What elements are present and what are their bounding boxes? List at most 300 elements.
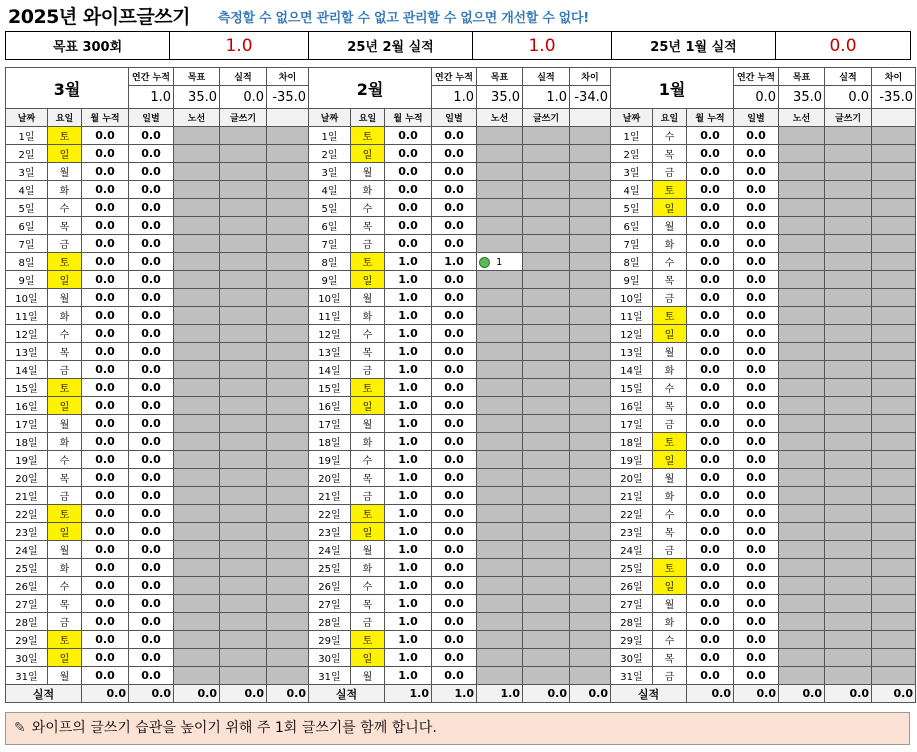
day-daily[interactable]: 0.0 — [734, 487, 779, 505]
route-cell[interactable] — [477, 271, 523, 289]
day-daily[interactable]: 0.0 — [432, 523, 477, 541]
extra-cell[interactable] — [570, 361, 611, 379]
writing-cell[interactable] — [825, 451, 872, 469]
extra-cell[interactable] — [570, 307, 611, 325]
day-daily[interactable]: 0.0 — [432, 415, 477, 433]
writing-cell[interactable] — [825, 343, 872, 361]
extra-cell[interactable] — [570, 595, 611, 613]
day-daily[interactable]: 0.0 — [129, 631, 174, 649]
route-cell[interactable] — [779, 451, 825, 469]
annual-value[interactable]: 1.0 — [129, 86, 174, 109]
day-daily[interactable]: 0.0 — [432, 487, 477, 505]
writing-cell[interactable] — [825, 505, 872, 523]
route-cell[interactable] — [779, 343, 825, 361]
day-daily[interactable]: 0.0 — [129, 127, 174, 145]
day-daily[interactable]: 0.0 — [734, 469, 779, 487]
route-cell[interactable] — [477, 505, 523, 523]
writing-cell[interactable] — [523, 307, 570, 325]
extra-cell[interactable] — [872, 487, 916, 505]
extra-cell[interactable] — [570, 325, 611, 343]
route-cell[interactable] — [477, 595, 523, 613]
extra-cell[interactable] — [570, 613, 611, 631]
extra-cell[interactable] — [267, 271, 309, 289]
writing-cell[interactable] — [523, 523, 570, 541]
day-daily[interactable]: 0.0 — [432, 127, 477, 145]
day-daily[interactable]: 0.0 — [734, 361, 779, 379]
extra-cell[interactable] — [872, 451, 916, 469]
extra-cell[interactable] — [872, 235, 916, 253]
extra-cell[interactable] — [267, 379, 309, 397]
actual-value[interactable]: 0.0 — [825, 86, 872, 109]
route-cell[interactable] — [477, 541, 523, 559]
route-cell[interactable] — [779, 199, 825, 217]
writing-cell[interactable] — [523, 595, 570, 613]
route-cell[interactable] — [477, 163, 523, 181]
target-value[interactable]: 35.0 — [779, 86, 825, 109]
writing-cell[interactable] — [825, 127, 872, 145]
route-cell[interactable] — [779, 667, 825, 685]
writing-cell[interactable] — [220, 415, 267, 433]
target-value[interactable]: 35.0 — [174, 86, 220, 109]
route-cell[interactable] — [477, 181, 523, 199]
extra-cell[interactable] — [570, 217, 611, 235]
extra-cell[interactable] — [872, 361, 916, 379]
writing-cell[interactable] — [220, 487, 267, 505]
writing-cell[interactable] — [220, 649, 267, 667]
writing-cell[interactable] — [825, 415, 872, 433]
target-value[interactable]: 35.0 — [477, 86, 523, 109]
extra-cell[interactable] — [570, 271, 611, 289]
writing-cell[interactable] — [825, 307, 872, 325]
route-cell[interactable] — [779, 433, 825, 451]
day-daily[interactable]: 0.0 — [432, 199, 477, 217]
route-cell[interactable] — [174, 127, 220, 145]
day-daily[interactable]: 0.0 — [129, 253, 174, 271]
extra-cell[interactable] — [570, 667, 611, 685]
writing-cell[interactable] — [825, 541, 872, 559]
extra-cell[interactable] — [267, 523, 309, 541]
day-daily[interactable]: 0.0 — [734, 217, 779, 235]
extra-cell[interactable] — [872, 199, 916, 217]
extra-cell[interactable] — [570, 397, 611, 415]
route-cell[interactable] — [174, 217, 220, 235]
writing-cell[interactable] — [523, 235, 570, 253]
day-daily[interactable]: 0.0 — [734, 289, 779, 307]
route-cell[interactable] — [477, 325, 523, 343]
day-daily[interactable]: 0.0 — [432, 559, 477, 577]
extra-cell[interactable] — [872, 325, 916, 343]
extra-cell[interactable] — [872, 469, 916, 487]
day-daily[interactable]: 0.0 — [129, 235, 174, 253]
day-daily[interactable]: 1.0 — [432, 253, 477, 271]
day-daily[interactable]: 0.0 — [734, 163, 779, 181]
day-daily[interactable]: 0.0 — [734, 235, 779, 253]
route-cell[interactable] — [779, 127, 825, 145]
writing-cell[interactable] — [523, 127, 570, 145]
writing-cell[interactable] — [523, 451, 570, 469]
writing-cell[interactable] — [523, 289, 570, 307]
route-cell[interactable] — [174, 289, 220, 307]
route-cell[interactable] — [779, 523, 825, 541]
route-cell[interactable] — [779, 271, 825, 289]
route-cell[interactable] — [779, 253, 825, 271]
writing-cell[interactable] — [220, 145, 267, 163]
writing-cell[interactable] — [523, 253, 570, 271]
extra-cell[interactable] — [872, 343, 916, 361]
feb-result-value[interactable]: 1.0 — [473, 32, 612, 60]
extra-cell[interactable] — [570, 415, 611, 433]
writing-cell[interactable] — [220, 433, 267, 451]
writing-cell[interactable] — [523, 397, 570, 415]
extra-cell[interactable] — [872, 649, 916, 667]
writing-cell[interactable] — [523, 199, 570, 217]
extra-cell[interactable] — [267, 577, 309, 595]
day-daily[interactable]: 0.0 — [432, 613, 477, 631]
extra-cell[interactable] — [267, 289, 309, 307]
route-cell[interactable] — [477, 361, 523, 379]
extra-cell[interactable] — [267, 361, 309, 379]
day-daily[interactable]: 0.0 — [734, 613, 779, 631]
route-cell[interactable] — [779, 235, 825, 253]
day-daily[interactable]: 0.0 — [129, 469, 174, 487]
writing-cell[interactable] — [523, 343, 570, 361]
writing-cell[interactable] — [220, 127, 267, 145]
writing-cell[interactable] — [220, 613, 267, 631]
day-daily[interactable]: 0.0 — [432, 181, 477, 199]
day-daily[interactable]: 0.0 — [129, 595, 174, 613]
writing-cell[interactable] — [220, 361, 267, 379]
extra-cell[interactable] — [267, 487, 309, 505]
extra-cell[interactable] — [872, 271, 916, 289]
day-daily[interactable]: 0.0 — [129, 181, 174, 199]
writing-cell[interactable] — [523, 433, 570, 451]
route-cell[interactable] — [174, 433, 220, 451]
day-daily[interactable]: 0.0 — [734, 415, 779, 433]
day-daily[interactable]: 0.0 — [129, 451, 174, 469]
day-daily[interactable]: 0.0 — [432, 433, 477, 451]
day-daily[interactable]: 0.0 — [129, 523, 174, 541]
route-cell[interactable] — [174, 307, 220, 325]
extra-cell[interactable] — [570, 145, 611, 163]
extra-cell[interactable] — [872, 577, 916, 595]
day-daily[interactable]: 0.0 — [734, 433, 779, 451]
extra-cell[interactable] — [872, 127, 916, 145]
annual-value[interactable]: 1.0 — [432, 86, 477, 109]
diff-value[interactable]: -35.0 — [267, 86, 309, 109]
writing-cell[interactable] — [523, 613, 570, 631]
day-daily[interactable]: 0.0 — [734, 343, 779, 361]
day-daily[interactable]: 0.0 — [129, 199, 174, 217]
extra-cell[interactable] — [570, 253, 611, 271]
route-cell[interactable] — [174, 163, 220, 181]
route-cell[interactable] — [174, 667, 220, 685]
extra-cell[interactable] — [267, 469, 309, 487]
route-cell[interactable] — [174, 343, 220, 361]
extra-cell[interactable] — [267, 253, 309, 271]
day-daily[interactable]: 0.0 — [734, 379, 779, 397]
day-daily[interactable]: 0.0 — [734, 559, 779, 577]
route-cell[interactable] — [174, 631, 220, 649]
route-cell[interactable] — [779, 325, 825, 343]
writing-cell[interactable] — [523, 487, 570, 505]
actual-value[interactable]: 0.0 — [220, 86, 267, 109]
writing-cell[interactable] — [523, 649, 570, 667]
day-daily[interactable]: 0.0 — [734, 397, 779, 415]
day-daily[interactable]: 0.0 — [432, 307, 477, 325]
route-cell[interactable] — [779, 217, 825, 235]
day-daily[interactable]: 0.0 — [129, 505, 174, 523]
day-daily[interactable]: 0.0 — [432, 541, 477, 559]
extra-cell[interactable] — [872, 541, 916, 559]
writing-cell[interactable] — [825, 577, 872, 595]
writing-cell[interactable] — [220, 181, 267, 199]
day-daily[interactable]: 0.0 — [432, 361, 477, 379]
extra-cell[interactable] — [872, 415, 916, 433]
extra-cell[interactable] — [872, 559, 916, 577]
route-cell[interactable] — [174, 235, 220, 253]
extra-cell[interactable] — [872, 253, 916, 271]
day-daily[interactable]: 0.0 — [129, 487, 174, 505]
writing-cell[interactable] — [825, 289, 872, 307]
writing-cell[interactable] — [523, 577, 570, 595]
writing-cell[interactable] — [523, 325, 570, 343]
writing-cell[interactable] — [825, 379, 872, 397]
extra-cell[interactable] — [267, 163, 309, 181]
route-cell[interactable] — [477, 469, 523, 487]
extra-cell[interactable] — [267, 307, 309, 325]
extra-cell[interactable] — [570, 199, 611, 217]
writing-cell[interactable] — [825, 613, 872, 631]
route-cell[interactable] — [174, 487, 220, 505]
day-daily[interactable]: 0.0 — [734, 181, 779, 199]
writing-cell[interactable] — [523, 379, 570, 397]
route-cell[interactable] — [477, 289, 523, 307]
route-cell[interactable] — [477, 667, 523, 685]
day-daily[interactable]: 0.0 — [734, 253, 779, 271]
route-cell[interactable] — [779, 181, 825, 199]
writing-cell[interactable] — [220, 379, 267, 397]
writing-cell[interactable] — [523, 667, 570, 685]
day-daily[interactable]: 0.0 — [129, 361, 174, 379]
writing-cell[interactable] — [220, 397, 267, 415]
route-cell[interactable] — [477, 397, 523, 415]
extra-cell[interactable] — [267, 613, 309, 631]
writing-cell[interactable] — [523, 631, 570, 649]
day-daily[interactable]: 0.0 — [432, 469, 477, 487]
extra-cell[interactable] — [570, 559, 611, 577]
day-daily[interactable]: 0.0 — [432, 343, 477, 361]
extra-cell[interactable] — [267, 505, 309, 523]
extra-cell[interactable] — [570, 163, 611, 181]
route-cell[interactable] — [477, 379, 523, 397]
route-cell[interactable] — [477, 253, 523, 271]
writing-cell[interactable] — [523, 541, 570, 559]
day-daily[interactable]: 0.0 — [432, 289, 477, 307]
day-daily[interactable]: 0.0 — [129, 145, 174, 163]
day-daily[interactable]: 0.0 — [129, 577, 174, 595]
extra-cell[interactable] — [570, 127, 611, 145]
route-cell[interactable] — [477, 451, 523, 469]
day-daily[interactable]: 0.0 — [734, 325, 779, 343]
writing-cell[interactable] — [220, 289, 267, 307]
goal-value[interactable]: 1.0 — [170, 32, 309, 60]
extra-cell[interactable] — [872, 397, 916, 415]
extra-cell[interactable] — [570, 343, 611, 361]
writing-cell[interactable] — [220, 271, 267, 289]
day-daily[interactable]: 0.0 — [734, 451, 779, 469]
route-cell[interactable] — [174, 559, 220, 577]
route-cell[interactable] — [779, 145, 825, 163]
extra-cell[interactable] — [267, 217, 309, 235]
day-daily[interactable]: 0.0 — [734, 307, 779, 325]
writing-cell[interactable] — [220, 505, 267, 523]
writing-cell[interactable] — [220, 235, 267, 253]
extra-cell[interactable] — [267, 595, 309, 613]
route-cell[interactable] — [477, 433, 523, 451]
writing-cell[interactable] — [523, 145, 570, 163]
day-daily[interactable]: 0.0 — [432, 271, 477, 289]
route-cell[interactable] — [174, 649, 220, 667]
route-cell[interactable] — [779, 397, 825, 415]
extra-cell[interactable] — [267, 415, 309, 433]
writing-cell[interactable] — [220, 541, 267, 559]
writing-cell[interactable] — [825, 649, 872, 667]
day-daily[interactable]: 0.0 — [734, 199, 779, 217]
extra-cell[interactable] — [267, 541, 309, 559]
extra-cell[interactable] — [570, 469, 611, 487]
route-cell[interactable] — [779, 577, 825, 595]
day-daily[interactable]: 0.0 — [432, 235, 477, 253]
day-daily[interactable]: 0.0 — [129, 649, 174, 667]
day-daily[interactable]: 0.0 — [734, 523, 779, 541]
route-cell[interactable] — [779, 307, 825, 325]
route-cell[interactable] — [779, 361, 825, 379]
route-cell[interactable] — [174, 181, 220, 199]
route-cell[interactable] — [779, 469, 825, 487]
day-daily[interactable]: 0.0 — [129, 397, 174, 415]
extra-cell[interactable] — [570, 541, 611, 559]
extra-cell[interactable] — [872, 379, 916, 397]
writing-cell[interactable] — [523, 181, 570, 199]
day-daily[interactable]: 0.0 — [432, 397, 477, 415]
day-daily[interactable]: 0.0 — [129, 415, 174, 433]
day-daily[interactable]: 0.0 — [734, 145, 779, 163]
route-cell[interactable] — [779, 487, 825, 505]
route-cell[interactable] — [174, 253, 220, 271]
day-daily[interactable]: 0.0 — [129, 343, 174, 361]
route-cell[interactable] — [779, 415, 825, 433]
extra-cell[interactable] — [267, 325, 309, 343]
extra-cell[interactable] — [872, 163, 916, 181]
route-cell[interactable] — [174, 361, 220, 379]
writing-cell[interactable] — [825, 217, 872, 235]
route-cell[interactable] — [477, 577, 523, 595]
extra-cell[interactable] — [267, 667, 309, 685]
day-daily[interactable]: 0.0 — [129, 667, 174, 685]
extra-cell[interactable] — [267, 433, 309, 451]
diff-value[interactable]: -35.0 — [872, 86, 916, 109]
day-daily[interactable]: 0.0 — [432, 577, 477, 595]
writing-cell[interactable] — [523, 415, 570, 433]
route-cell[interactable] — [174, 397, 220, 415]
route-cell[interactable] — [779, 505, 825, 523]
extra-cell[interactable] — [570, 451, 611, 469]
day-daily[interactable]: 0.0 — [129, 541, 174, 559]
extra-cell[interactable] — [570, 649, 611, 667]
route-cell[interactable] — [174, 145, 220, 163]
extra-cell[interactable] — [872, 505, 916, 523]
writing-cell[interactable] — [825, 433, 872, 451]
route-cell[interactable] — [779, 649, 825, 667]
day-daily[interactable]: 0.0 — [432, 379, 477, 397]
writing-cell[interactable] — [825, 469, 872, 487]
writing-cell[interactable] — [220, 325, 267, 343]
day-daily[interactable]: 0.0 — [432, 505, 477, 523]
day-daily[interactable]: 0.0 — [432, 649, 477, 667]
writing-cell[interactable] — [220, 523, 267, 541]
route-cell[interactable] — [779, 631, 825, 649]
writing-cell[interactable] — [825, 325, 872, 343]
writing-cell[interactable] — [825, 235, 872, 253]
day-daily[interactable]: 0.0 — [734, 667, 779, 685]
writing-cell[interactable] — [523, 217, 570, 235]
day-daily[interactable]: 0.0 — [129, 271, 174, 289]
route-cell[interactable] — [779, 163, 825, 181]
route-cell[interactable] — [477, 613, 523, 631]
extra-cell[interactable] — [570, 181, 611, 199]
day-daily[interactable]: 0.0 — [129, 217, 174, 235]
route-cell[interactable] — [174, 523, 220, 541]
writing-cell[interactable] — [523, 271, 570, 289]
writing-cell[interactable] — [220, 343, 267, 361]
writing-cell[interactable] — [523, 505, 570, 523]
writing-cell[interactable] — [825, 253, 872, 271]
extra-cell[interactable] — [872, 181, 916, 199]
extra-cell[interactable] — [872, 667, 916, 685]
route-cell[interactable] — [477, 217, 523, 235]
writing-cell[interactable] — [220, 631, 267, 649]
day-daily[interactable]: 0.0 — [129, 379, 174, 397]
writing-cell[interactable] — [220, 577, 267, 595]
extra-cell[interactable] — [570, 289, 611, 307]
route-cell[interactable] — [174, 325, 220, 343]
day-daily[interactable]: 0.0 — [734, 271, 779, 289]
extra-cell[interactable] — [570, 523, 611, 541]
writing-cell[interactable] — [825, 595, 872, 613]
route-cell[interactable] — [477, 559, 523, 577]
annual-value[interactable]: 0.0 — [734, 86, 779, 109]
extra-cell[interactable] — [872, 307, 916, 325]
day-daily[interactable]: 0.0 — [129, 613, 174, 631]
extra-cell[interactable] — [872, 289, 916, 307]
writing-cell[interactable] — [825, 163, 872, 181]
writing-cell[interactable] — [523, 361, 570, 379]
day-daily[interactable]: 0.0 — [129, 289, 174, 307]
extra-cell[interactable] — [872, 595, 916, 613]
writing-cell[interactable] — [825, 181, 872, 199]
extra-cell[interactable] — [267, 649, 309, 667]
extra-cell[interactable] — [267, 343, 309, 361]
day-daily[interactable]: 0.0 — [734, 595, 779, 613]
extra-cell[interactable] — [267, 559, 309, 577]
extra-cell[interactable] — [267, 235, 309, 253]
writing-cell[interactable] — [220, 163, 267, 181]
day-daily[interactable]: 0.0 — [432, 667, 477, 685]
writing-cell[interactable] — [220, 253, 267, 271]
route-cell[interactable] — [779, 541, 825, 559]
writing-cell[interactable] — [825, 271, 872, 289]
writing-cell[interactable] — [220, 559, 267, 577]
